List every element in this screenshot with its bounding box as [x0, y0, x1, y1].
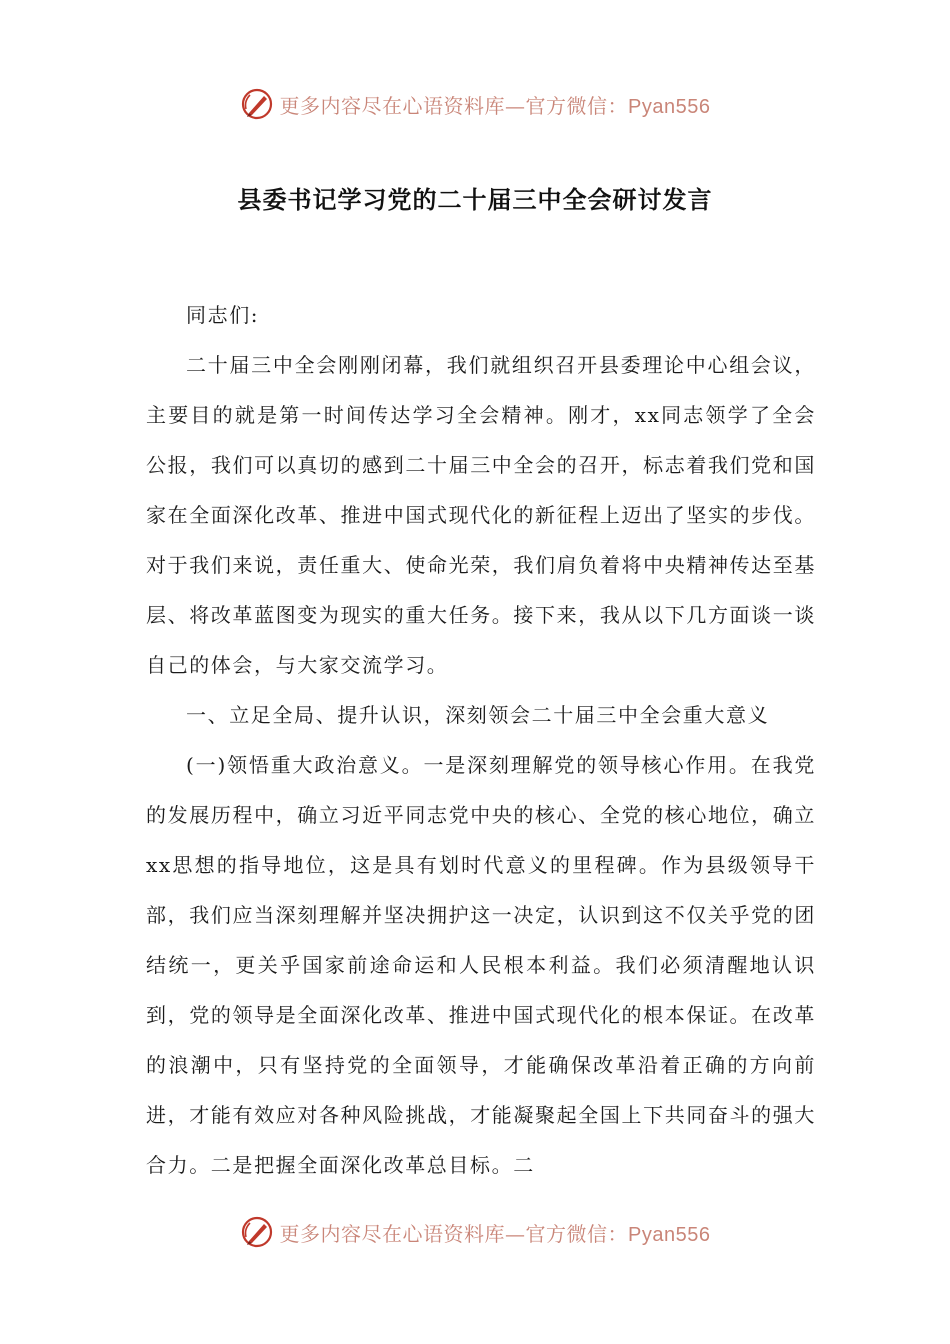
section-heading: 一、立足全局、提升认识，深刻领会二十届三中全会重大意义 [186, 703, 770, 727]
footer-banner [0, 1210, 950, 1254]
pen-logo-icon [240, 1215, 274, 1249]
banner-text: 更多内容尽在心语资料库—官方微信：Pyan556 [279, 93, 711, 118]
body-paragraph: 二十届三中全会刚刚闭幕，我们就组织召开县委理论中心组会议，主要目的就是第一时间传达学习全会精神。刚才，xx同志领学了全会公报，我们可以真切的感到二十届三中全会的召开，标志着我们党和国家在全面深化改革、推进中国式现代化的新征程上迈出了坚实的步伐。对于我们来说，责任重大、使命光荣，我们肩负着将中央精神传达至基层、将改革蓝图变为现实的重大任务。接下来，我从以下几方面谈一谈自己的体会，与大家交流学习。 [146, 353, 816, 677]
salutation: 同志们: [186, 303, 260, 327]
pen-logo-icon [240, 87, 274, 121]
document-body [146, 290, 816, 1190]
banner-text: 更多内容尽在心语资料库—官方微信：Pyan556 [279, 1221, 711, 1246]
document-title: 县委书记学习党的二十届三中全会研讨发言 [237, 185, 713, 214]
body-paragraph: (一)领悟重大政治意义。一是深刻理解党的领导核心作用。在我党的发展历程中，确立习近平同志党中央的核心、全党的核心地位，确立xx思想的指导地位，这是具有划时代意义的里程碑。作为县级领导干部，我们应当深刻理解并坚决拥护这一决定，认识到这不仅关乎党的团结统一，更关乎国家前途命运和人民根本利益。我们必须清醒地认识到，党的领导是全面深化改革、推进中国式现代化的根本保证。在改革的浪潮中，只有坚持党的全面领导，才能确保改革沿着正确的方向前进，才能有效应对各种风险挑战，才能凝聚起全国上下共同奋斗的强大合力。二是把握全面深化改革总目标。二 [146, 753, 816, 1177]
header-banner [0, 82, 950, 126]
wechat-id: Pyan556 [628, 1223, 711, 1246]
wechat-id: Pyan556 [628, 95, 711, 118]
